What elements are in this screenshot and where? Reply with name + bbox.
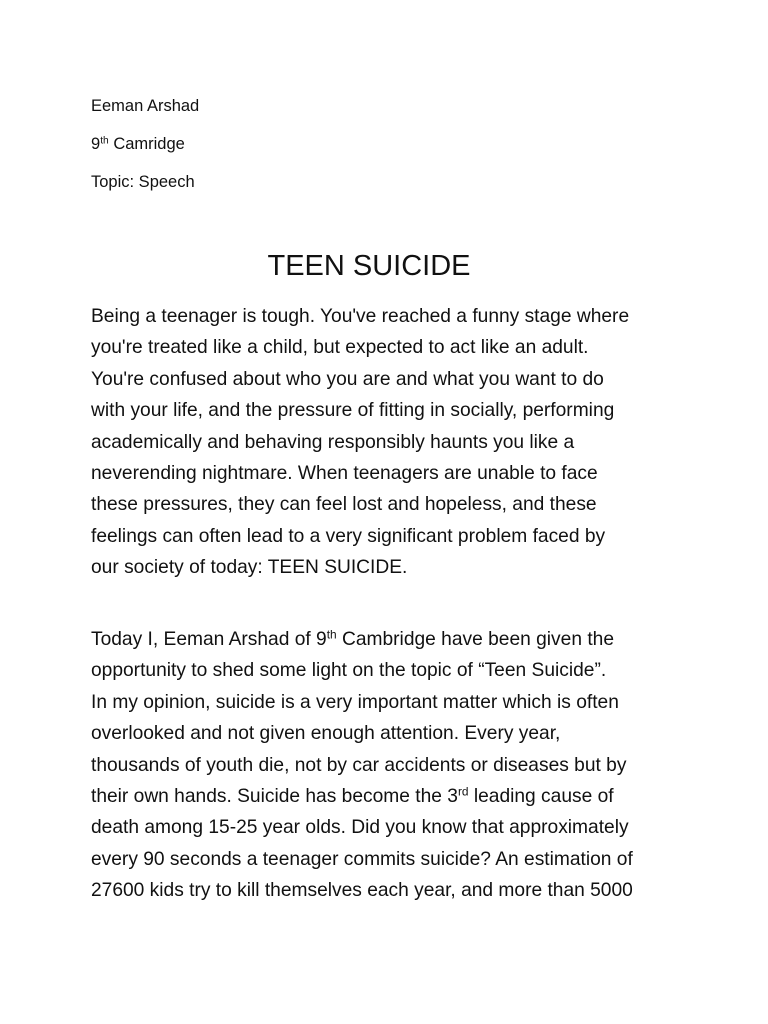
paragraph-1-line: feelings can often lead to a very significant problem faced by bbox=[91, 525, 606, 547]
class-line bbox=[91, 134, 185, 154]
line-text: Cambridge have been given the bbox=[336, 629, 614, 650]
paragraph-1 bbox=[91, 301, 711, 584]
paragraph-1-line: you're treated like a child, but expected to act like an adult. bbox=[91, 337, 589, 359]
paragraph-1-line: You're confused about who you are and what you want to do bbox=[91, 368, 604, 390]
paragraph-2-line: every 90 seconds a teenager commits suicide? An estimation of bbox=[91, 848, 633, 870]
paragraph-2-line bbox=[91, 624, 711, 655]
paragraph-2-line: In my opinion, suicide is a very important matter which is often bbox=[91, 691, 619, 713]
class-name: Camridge bbox=[113, 135, 185, 153]
line-text: leading cause of bbox=[468, 785, 614, 807]
paragraph-2-line: overlooked and not given enough attention. Every year, bbox=[91, 723, 561, 745]
ordinal-suffix: rd bbox=[457, 784, 469, 799]
paragraph-2-line: opportunity to shed some light on the topic of “Teen Suicide”. bbox=[91, 660, 607, 682]
paragraph-1-line: academically and behaving responsibly haunts you like a bbox=[91, 431, 575, 453]
author-name: Eeman Arshad bbox=[91, 97, 200, 115]
paragraph-1-line: neverending nightmare. When teenagers are unable to face bbox=[91, 462, 598, 484]
paragraph-2-line: 27600 kids try to kill themselves each year, and more than 5000 bbox=[91, 880, 633, 902]
paragraph-2-line bbox=[91, 781, 711, 812]
line-text: their own hands. Suicide has become the 3 bbox=[91, 785, 458, 807]
paragraph-1-line: these pressures, they can feel lost and hopeless, and these bbox=[91, 494, 597, 516]
paragraph-1-line: Being a teenager is tough. You've reached a funny stage where bbox=[91, 306, 630, 327]
class-ordinal-suffix: th bbox=[100, 135, 109, 147]
paragraph-1-line: with your life, and the pressure of fitting in socially, performing bbox=[91, 400, 615, 422]
ordinal-suffix: th bbox=[326, 627, 337, 642]
topic-line: Topic: Speech bbox=[91, 173, 195, 191]
line-text: Today I, Eeman Arshad of 9 bbox=[91, 629, 327, 650]
paragraph-1-line: our society of today: TEEN SUICIDE. bbox=[91, 557, 408, 579]
paragraph-2 bbox=[91, 624, 711, 907]
class-number: 9 bbox=[91, 135, 101, 153]
paragraph-2-line: thousands of youth die, not by car accidents or diseases but by bbox=[91, 754, 627, 776]
paragraph-2-line: death among 15-25 year olds. Did you know that approximately bbox=[91, 817, 629, 839]
document-title: TEEN SUICIDE bbox=[267, 250, 471, 282]
